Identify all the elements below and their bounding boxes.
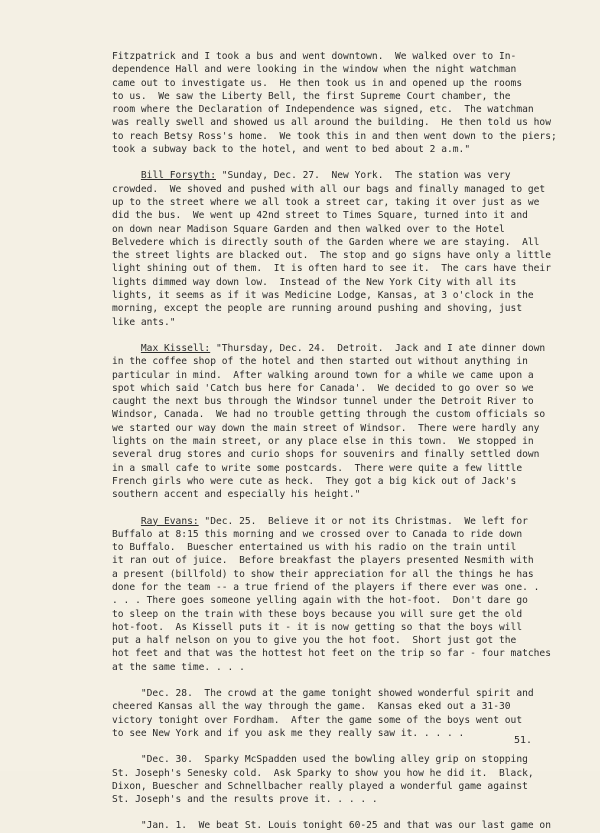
paragraph-max-kissell [112, 342, 546, 502]
text-line: up to the street where we all took a street car, taking it over just as we [112, 196, 540, 208]
text-line: dependence Hall and were looking in the window when the night watchman [112, 64, 517, 76]
speaker-name: Ray Evans: [140, 515, 199, 527]
text-line: St. Joseph's Senesky cold. Ask Sparky to show you how he did it. Black, [112, 767, 534, 779]
text-line: light shining out of them. It is often hard to see it. The cars have their [112, 263, 551, 275]
text-line: Buffalo at 8:15 this morning and we crossed over to Canada to ride down [112, 528, 523, 540]
text-line: took a subway back to the hotel, and went to bed about 2 a.m." [112, 144, 471, 156]
text-line: it ran out of juice. Before breakfast the players presented Nesmith with [112, 555, 534, 567]
text-line: Ray Evans: "Dec. 25. Believe it or not its Christmas. We left for [140, 515, 528, 527]
text-line: Windsor, Canada. We had no trouble getting through the custom officials so [112, 409, 546, 421]
speaker-name: Max Kissell: [140, 342, 211, 354]
text-line: did the bus. We went up 42nd street to Times Square, turned into it and [112, 210, 528, 222]
text-line: Dixon, Buescher and Schnellbacher really played a wonderful game against [112, 780, 528, 792]
text-line: room where the Declaration of Independence was signed, etc. The watchman [112, 104, 534, 116]
text-line: in the coffee shop of the hotel and then started out without anything in [112, 356, 528, 368]
paragraph-bill-forsyth [112, 169, 551, 329]
text-line: to see New York and if you ask me they really saw it. . . . . [112, 727, 465, 739]
text-line: spot which said 'Catch bus here for Canada'. We decided to go over so we [112, 382, 534, 394]
text-line: came out to investigate us. He then took us in and opened up the rooms [112, 77, 523, 89]
text-line: to us. We saw the Liberty Bell, the first Supreme Court chamber, the [112, 90, 511, 102]
paragraph-jan-1 [112, 819, 551, 832]
text-line: morning, except the people are running around pushing and shoving, just [112, 303, 523, 315]
paragraph-philadelphia [112, 50, 557, 156]
text-line: . . . There goes someone yelling again with the hot-foot. Don't dare go [112, 595, 528, 607]
page-number: 51. [513, 735, 532, 746]
text-line: lights, it seems as if it was Medicine Lodge, Kansas, at 3 o'clock in the [112, 290, 534, 302]
text-line: to sleep on the train with these boys because you will sure get the old [112, 608, 523, 620]
text-line: lights dimmed way down low. Instead of the New York City with all its [112, 276, 517, 288]
text-line: at the same time. . . . [112, 661, 245, 673]
text-line: caught the next bus through the Windsor tunnel under the Detroit River to [112, 396, 534, 408]
typed-text-body [112, 50, 557, 833]
text-line: victory tonight over Fordham. After the game some of the boys went out [112, 714, 523, 726]
text-line: was really swell and showed us all around the building. He then told us how [112, 117, 551, 129]
text-line: like ants." [112, 316, 176, 328]
text-line: we started our way down the main street of Windsor. There were hardly any [112, 422, 540, 434]
text-line: St. Joseph's and the results prove it. . . . . [112, 794, 378, 806]
text-line: "Dec. 30. Sparky McSpadden used the bowling alley grip on stopping [112, 754, 528, 766]
text-line: done for the team -- a true friend of the players if there ever was one. . [112, 581, 540, 593]
text-line: the street lights are blacked out. The stop and go signs have only a little [112, 250, 551, 262]
text-line: French girls who were cute as heck. They got a big kick out of Jack's [112, 475, 517, 487]
text-line: crowded. We shoved and pushed with all our bags and finally managed to get [112, 183, 546, 195]
text-line: in a small cafe to write some postcards. There were quite a few little [112, 462, 523, 474]
text-line: hot-foot. As Kissell puts it - it is now getting so that the boys will [112, 621, 523, 633]
text-line: Belvedere which is directly south of the Garden where we are staying. All [112, 236, 540, 248]
text-line: lights on the main street, or any place else in this town. We stopped in [112, 436, 534, 448]
text-line: "Jan. 1. We beat St. Louis tonight 60-25 and that was our last game on [112, 820, 551, 832]
text-line: hot feet and that was the hottest hot feet on the trip so far - four matches [112, 648, 551, 660]
text-line: put a half nelson on you to give you the hot foot. Short just got the [112, 635, 517, 647]
text-line: to reach Betsy Ross's home. We took this in and then went down to the piers; [112, 130, 557, 142]
speaker-name: Bill Forsyth: [140, 170, 216, 182]
text-line: on down near Madison Square Garden and then walked over to the Hotel [112, 223, 505, 235]
text-line: Bill Forsyth: "Sunday, Dec. 27. New York. The station was very [140, 170, 511, 182]
text-line: Fitzpatrick and I took a bus and went downtown. We walked over to In- [112, 51, 517, 62]
paragraph-ray-evans [112, 515, 551, 675]
text-line: cheered Kansas all the way through the game. Kansas eked out a 31-30 [112, 701, 511, 713]
paragraph-dec-28 [112, 687, 542, 740]
text-line: "Dec. 28. The crowd at the game tonight showed wonderful spirit and [112, 688, 534, 700]
text-line: particular in mind. After walking around town for a while we came upon a [112, 369, 534, 381]
paragraph-dec-30 [112, 753, 542, 806]
text-line: a present (billfold) to show their appreciation for all the things he has [112, 568, 534, 580]
text-line: to Buffalo. Buescher entertained us with his radio on the train until [112, 542, 517, 554]
text-line: Max Kissell: "Thursday, Dec. 24. Detroit. Jack and I ate dinner down [140, 342, 546, 354]
text-line: southern accent and especially his height." [112, 489, 361, 501]
text-line: several drug stores and curio shops for souvenirs and finally settled down [112, 449, 540, 461]
